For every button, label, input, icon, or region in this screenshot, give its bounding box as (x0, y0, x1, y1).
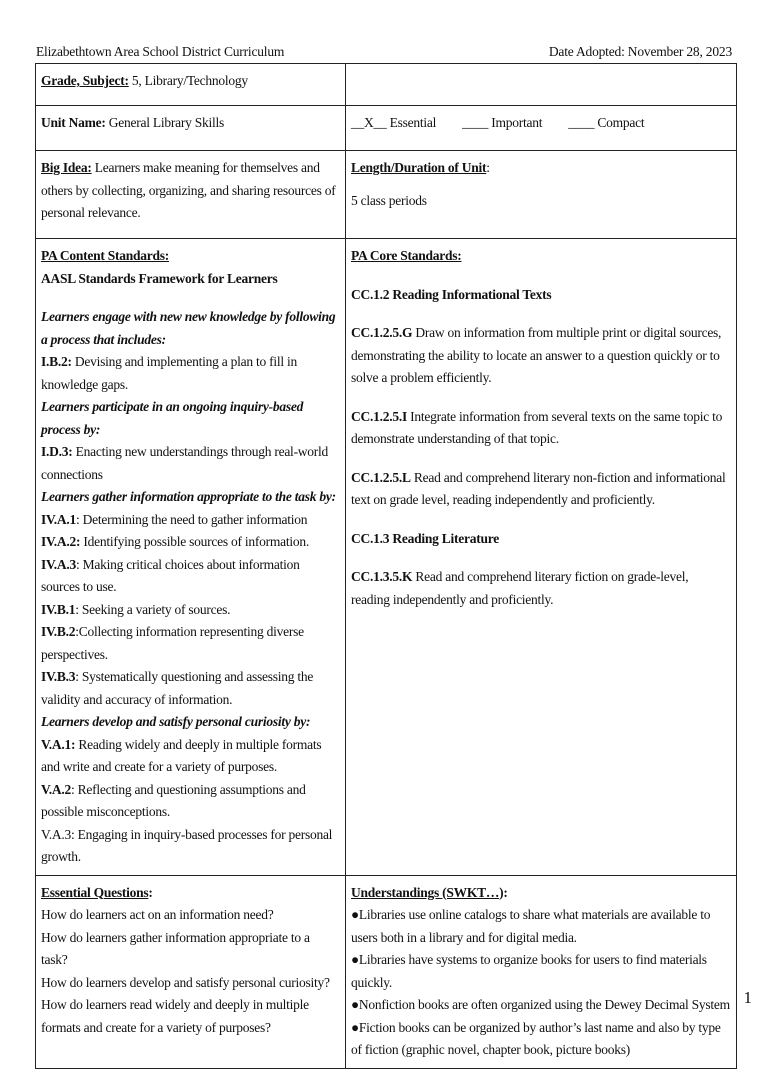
understandings-colon: : (503, 884, 508, 900)
essential-question: How do learners act on an information need? (41, 907, 274, 922)
essential-question: How do learners develop and satisfy personal curiosity? (41, 974, 330, 990)
core-standard-item (351, 566, 730, 611)
understanding-item: ●Libraries use online catalogs to share what materials are available to users both in a library and for digital media. (351, 907, 711, 945)
grade-cell (36, 64, 346, 106)
standard-code: IV.A.1 (41, 511, 77, 527)
core-items-informational (351, 322, 730, 528)
date-adopted: Date Adopted: November 28, 2023 (548, 44, 732, 59)
standard-group-heading-text: Learners develop and satisfy personal curiosity by: (41, 714, 311, 729)
essential-questions-list (41, 904, 339, 1039)
district-header: Elizabethtown Area School District Curriculum (36, 44, 285, 59)
core-standard-item (351, 322, 730, 390)
standard-item (41, 599, 339, 622)
grade-value: 5, Library/Technology (128, 73, 248, 88)
pa-core-cell (346, 239, 737, 876)
standard-code: IV.B.1 (41, 601, 76, 617)
standard-text: Identifying possible sources of information. (80, 534, 309, 549)
core-standard-text: Read and comprehend literary fiction on grade-level, reading independently and proficiently. (351, 569, 689, 607)
pa-core-label: PA Core Standards: (351, 248, 462, 263)
understandings-list (351, 904, 730, 1062)
page-number: 1 (743, 988, 752, 1007)
understandings-label: Understandings (SWKT…) (351, 884, 504, 900)
unit-scale (351, 112, 730, 135)
length-cell (346, 151, 737, 239)
essential-question: How do learners gather information appropriate to a task? (41, 929, 310, 967)
standard-code: IV.B.2 (41, 624, 76, 639)
row-unit (36, 106, 737, 151)
aasl-framework-title: AASL Standards Framework for Learners (41, 270, 278, 286)
curriculum-table (35, 63, 737, 1069)
grade-empty-cell (346, 64, 737, 106)
understanding-item: ●Nonfiction books are often organized using the Dewey Decimal System (351, 997, 730, 1012)
core-section-informational: CC.1.2 Reading Informational Texts (351, 286, 552, 302)
pa-content-cell (36, 239, 346, 876)
unit-scale-cell (346, 106, 737, 151)
core-items-literature (351, 566, 730, 627)
core-standard-text: Integrate information from several texts on the same topic to demonstrate understanding of that topic. (351, 408, 723, 446)
essential-questions-colon: : (148, 884, 153, 900)
essential-questions-cell (36, 875, 346, 1068)
standard-group-heading (41, 711, 339, 734)
row-big-idea (36, 151, 737, 239)
standard-item (41, 666, 339, 711)
pa-content-label: PA Content Standards: (41, 248, 170, 263)
core-standard-text: Draw on information from multiple print or digital sources, demonstrating the ability to locate an answer to a question quickly or to solve a problem efficiently. (351, 325, 722, 385)
standard-item (41, 621, 339, 666)
standard-code: I.D.3: (41, 444, 73, 459)
length-value: 5 class periods (351, 192, 427, 208)
standard-text: Reading widely and deeply in multiple formats and write and create for a variety of purposes. (41, 736, 322, 774)
standard-text: :Collecting information representing diverse perspectives. (41, 624, 304, 662)
big-idea-cell (36, 151, 346, 239)
core-standard-code: CC.1.3.5.K (351, 569, 413, 584)
understanding-item: ●Fiction books can be organized by author’s last name and also by type of fiction (graphic novel, chapter book, picture books) (351, 1019, 721, 1057)
important-option: ____ Important (462, 115, 543, 130)
standard-item (41, 351, 339, 396)
standard-text: Devising and implementing a plan to fill in knowledge gaps. (41, 354, 297, 392)
standard-group-heading (41, 396, 339, 441)
core-section-literature: CC.1.3 Reading Literature (351, 530, 499, 546)
big-idea-label: Big Idea: (41, 160, 92, 175)
understanding-item: ●Libraries have systems to organize books for users to find materials quickly. (351, 952, 707, 990)
big-idea-text: Learners make meaning for themselves and others by collecting, organizing, and sharing resources of personal relevance. (41, 160, 336, 220)
core-standard-code: CC.1.2.5.L (351, 469, 411, 485)
standard-item (41, 554, 339, 599)
standard-code: IV.A.3 (41, 556, 77, 572)
standard-group-heading-text: Learners engage with new new knowledge by following a process that includes: (41, 309, 336, 347)
essential-option: __X__ Essential (351, 115, 437, 130)
standard-item (41, 779, 339, 824)
standard-item (41, 509, 339, 532)
grade-label: Grade, Subject: (41, 73, 129, 88)
standard-group-heading (41, 306, 339, 351)
standard-group-heading (41, 486, 339, 509)
length-label: Length/Duration of Unit (351, 160, 487, 175)
standard-text: : Systematically questioning and assessing the validity and accuracy of information. (41, 669, 314, 707)
standard-code: IV.B.3 (41, 669, 76, 684)
core-standard-code: CC.1.2.5.I (351, 408, 408, 424)
unit-cell (36, 106, 346, 151)
row-questions (36, 875, 737, 1068)
unit-label: Unit Name: (41, 115, 106, 130)
unit-value: General Library Skills (105, 115, 224, 130)
core-standard-item (351, 467, 730, 512)
standard-item (41, 824, 339, 869)
standard-text: Enacting new understandings through real-world connections (41, 444, 329, 482)
standard-text: : Reflecting and questioning assumptions and possible misconceptions. (41, 781, 306, 819)
standard-item (41, 734, 339, 779)
standard-code: IV.A.2: (41, 534, 81, 549)
essential-question: How do learners read widely and deeply in multiple formats and create for a variety of purposes? (41, 997, 309, 1035)
row-standards (36, 239, 737, 876)
length-colon: : (486, 160, 490, 175)
aasl-standards-list (41, 306, 339, 869)
standard-code: V.A.1: (41, 736, 76, 752)
standard-text: : Making critical choices about information sources to use. (41, 556, 300, 594)
standard-code: I.B.2: (41, 354, 72, 369)
standard-item (41, 531, 339, 554)
core-standard-item (351, 406, 730, 451)
essential-questions-label: Essential Questions (41, 884, 149, 900)
standard-text: V.A.3: Engaging in inquiry-based processes for personal growth. (41, 826, 333, 864)
standard-code: V.A.2 (41, 781, 72, 797)
standard-text: : Determining the need to gather information (76, 511, 308, 527)
understandings-cell (346, 875, 737, 1068)
row-grade (36, 64, 737, 106)
standard-group-heading-text: Learners participate in an ongoing inquiry-based process by: (41, 399, 304, 437)
core-standard-code: CC.1.2.5.G (351, 325, 413, 340)
standard-text: : Seeking a variety of sources. (75, 601, 231, 617)
standard-item (41, 441, 339, 486)
standard-group-heading-text: Learners gather information appropriate to the task by: (41, 489, 336, 504)
core-standard-text: Read and comprehend literary non-fiction and informational text on grade level, reading independently and proficiently. (351, 469, 726, 507)
compact-option: ____ Compact (568, 115, 645, 130)
